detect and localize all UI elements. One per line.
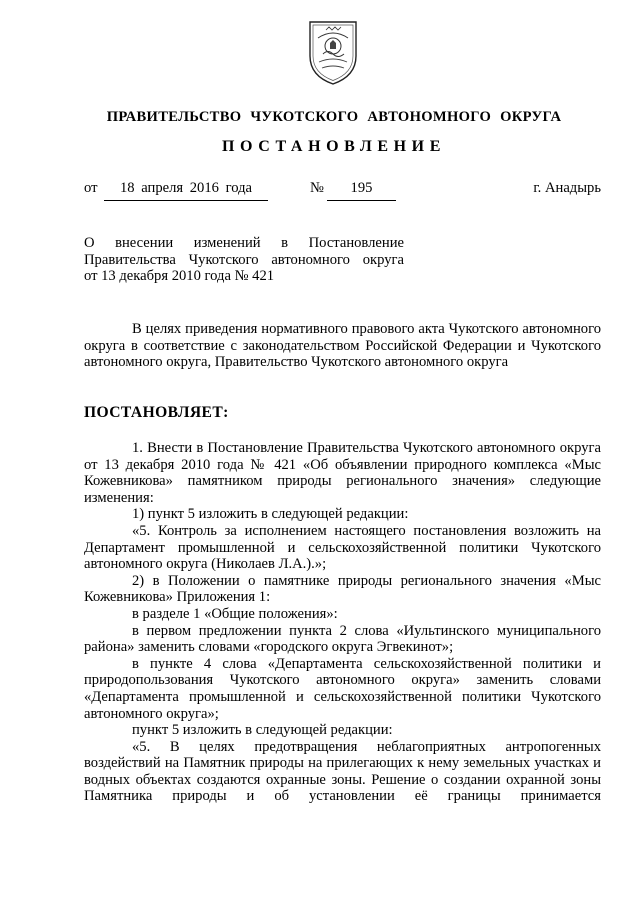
government-title: ПРАВИТЕЛЬСТВО ЧУКОТСКОГО АВТОНОМНОГО ОКРУГА <box>106 109 562 125</box>
date-prefix-label: от <box>84 180 98 196</box>
subject-line: О внесении изменений в Постановление <box>84 235 404 251</box>
body-paragraph: в первом предложении пункта 2 слова «Иультинского муниципального района» заменить словами «городского округа Эгвекинот»; <box>84 622 601 656</box>
body-paragraph: в пункте 4 слова «Департамента сельскохозяйственной политики и природопользования Чукотского автономного округа» заменить словами «Департамента промышленной и сельскохозяйственной политики Чукотского автономного округа»; <box>84 655 601 722</box>
body-paragraph: 1) пункт 5 изложить в следующей редакции: <box>132 506 409 523</box>
number-sign-label: № <box>310 180 324 196</box>
subject-line: Правительства Чукотского автономного округа <box>84 251 404 268</box>
document-date: 18 апреля 2016 года <box>104 180 268 201</box>
resolve-heading: ПОСТАНОВЛЯЕТ: <box>84 404 229 421</box>
subject-line: от 13 декабря 2010 года № 421 <box>84 268 275 285</box>
document-subject <box>84 235 404 285</box>
body-paragraph: пункт 5 изложить в следующей редакции: <box>132 722 393 739</box>
preamble-paragraph: В целях приведения нормативного правового акта Чукотского автономного округа в соответствие с законодательством Российской Федерации и Чукотского автономного округа, Правительство Чукотского автономного округа <box>84 321 601 371</box>
body-paragraph: в разделе 1 «Общие положения»: <box>132 605 338 622</box>
body-paragraph: 2) в Положении о памятнике природы регионального значения «Мыс Кожевникова» Приложения 1: <box>84 572 601 606</box>
resolution-body <box>84 440 601 805</box>
chukotka-coat-of-arms-icon <box>306 16 360 88</box>
document-city: г. Анадырь <box>533 180 601 196</box>
body-paragraph: 1. Внести в Постановление Правительства Чукотского автономного округа от 13 декабря 2010 года № 421 «Об объявлении природного комплекса «Мыс Кожевникова» памятником природы регионального значения» следующие изменения: <box>84 440 601 506</box>
document-type-title: ПОСТАНОВЛЕНИЕ <box>222 138 446 155</box>
body-paragraph: «5. Контроль за исполнением настоящего постановления возложить на Департамент промышленной и сельскохозяйственной политики Чукотского автономного округа (Николаев Л.А.).»; <box>84 522 601 573</box>
document-number: 195 <box>327 180 396 201</box>
preamble <box>84 321 601 371</box>
body-paragraph: «5. В целях предотвращения неблагоприятных антропогенных воздействий на Памятник природы на прилегающих к нему земельных участках и водных объектах создаются охранные зоны. Решение о создании охранной зоны Памятника природы и об установлении её границы принимается <box>84 738 601 805</box>
